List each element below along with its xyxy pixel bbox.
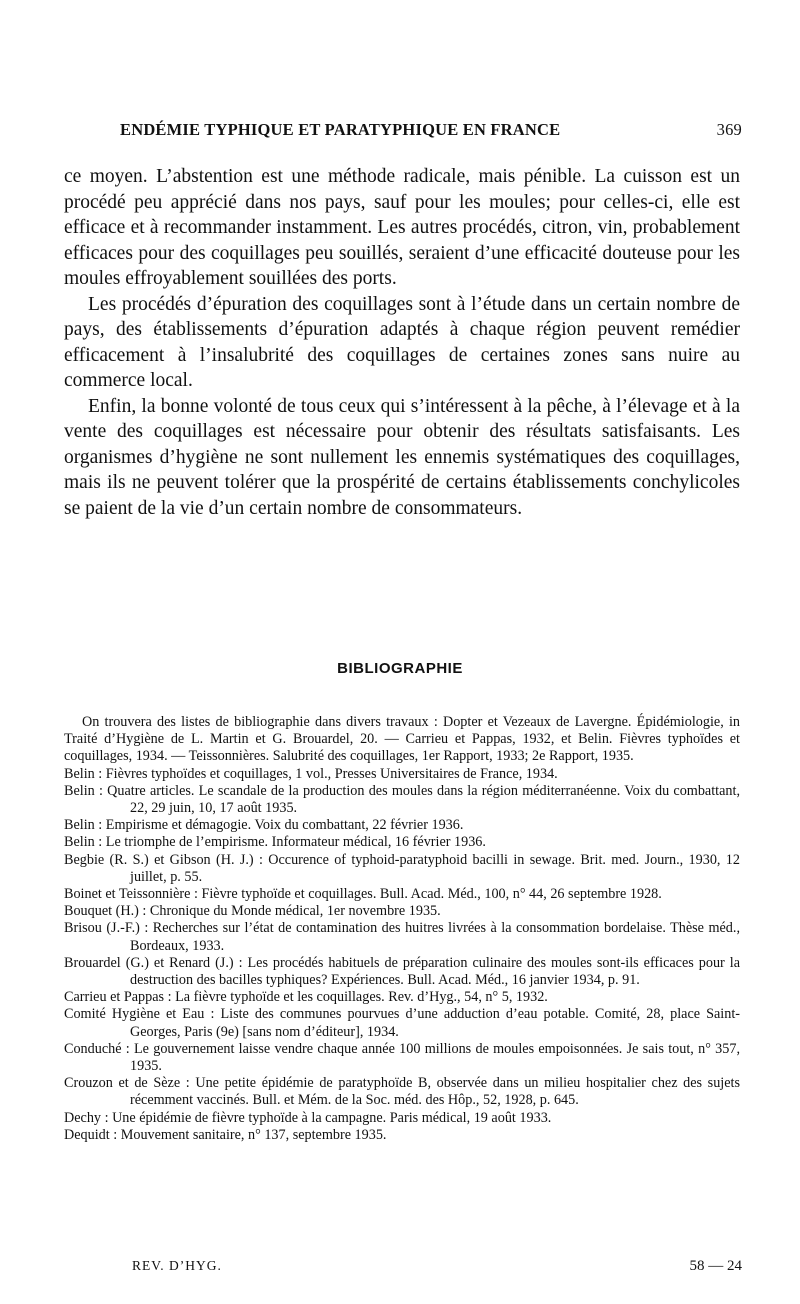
bibliography-entry: Carrieu et Pappas : La fièvre typhoïde et les coquillages. Rev. d’Hyg., 54, n° 5, 1932.	[64, 989, 548, 1006]
running-title: ENDÉMIE TYPHIQUE ET PARATYPHIQUE EN FRANCE	[120, 120, 561, 139]
bibliography-entry: Crouzon et de Sèze : Une petite épidémie de paratyphoïde B, observée dans un milieu hospitalier chez des sujets récemment vaccinés. Bull. et Mém. de la Soc. méd. des Hôp., 52, 1928, p. 645.	[64, 1075, 740, 1109]
bibliography-entry: Belin : Empirisme et démagogie. Voix du combattant, 22 février 1936.	[64, 817, 464, 834]
paragraph: Enfin, la bonne volonté de tous ceux qui s’intéressent à la pêche, à l’élevage et à la vente des coquillages est nécessaire pour obtenir des résultats satisfaisants. Les organismes d’hygiène ne sont nullement les ennemis systématiques des coquillages, mais ils ne peuvent tolérer que la prospérité de certains établissements conchylicoles se paient de la vie d’un certain nombre de consommateurs.	[64, 395, 740, 519]
bibliography-entry: Boinet et Teissonnière : Fièvre typhoïde et coquillages. Bull. Acad. Méd., 100, n° 44, 26 septembre 1928.	[64, 886, 662, 903]
bibliography-entry: Brouardel (G.) et Renard (J.) : Les procédés habituels de préparation culinaire des moules sont-ils efficaces pour la destruction des bacilles typhiques? Expériences. Bull. Acad. Méd., 16 janvier 1934, p. 91.	[64, 954, 740, 989]
bibliography-entry: Comité Hygiène et Eau : Liste des communes pourvues d’une adduction d’eau potable. Comité, 28, place Saint-Georges, Paris (9e) [sans nom d’éditeur], 1934.	[64, 1006, 740, 1040]
bibliography-entry: Dechy : Une épidémie de fièvre typhoïde à la campagne. Paris médical, 19 août 1933.	[64, 1109, 552, 1126]
bibliography-entry: Belin : Quatre articles. Le scandale de la production des moules dans la région méditerranéenne. Voix du combattant, 22, 29 juin, 10, 17 août 1935.	[64, 782, 740, 817]
bibliography-entry: Dequidt : Mouvement sanitaire, n° 137, septembre 1935.	[64, 1126, 387, 1143]
journal-abbreviation: REV. D’HYG.	[132, 1258, 222, 1273]
bibliography-heading: BIBLIOGRAPHIE	[337, 660, 463, 677]
paragraph: ce moyen. L’abstention est une méthode radicale, mais pénible. La cuisson est un procédé peu apprécié dans nos pays, sauf pour les moules; pour celles-ci, elle est efficace et à recommander instamment. Les autres procédés, citron, vin, probablement efficaces pour des coquillages peu souillés, seraient d’une efficacité douteuse pour les moules effroyablement souillées des ports.	[64, 166, 740, 289]
bibliography-entry: Bouquet (H.) : Chronique du Monde médical, 1er novembre 1935.	[64, 903, 441, 920]
bibliography-entry: Begbie (R. S.) et Gibson (H. J.) : Occurence of typhoid-paratyphoid bacilli in sewage. Brit. med. Journ., 1930, 12 juillet, p. 55.	[64, 851, 740, 885]
bibliography-entry: Belin : Fièvres typhoïdes et coquillages, 1 vol., Presses Universitaires de France, 1934.	[64, 765, 558, 782]
signature-mark: 58 — 24	[689, 1258, 742, 1274]
page-number: 369	[716, 120, 742, 139]
bibliography-entry: Conduché : Le gouvernement laisse vendre chaque année 100 millions de moules empoisonnées. Je sais tout, n° 357, 1935.	[64, 1040, 740, 1075]
bibliography-entry: Belin : Le triomphe de l’empirisme. Informateur médical, 16 février 1936.	[64, 834, 486, 851]
paragraph: Les procédés d’épuration des coquillages sont à l’étude dans un certain nombre de pays, des établissements d’épuration adaptés à chaque région peuvent remédier efficacement à l’insalubrité des coquillages de certaines zones sans nuire au commerce local.	[64, 293, 740, 391]
bibliography-intro: On trouvera des listes de bibliographie dans divers travaux : Dopter et Vezeaux de Lavergne. Épidémiologie, in Traité d’Hygiène de L. Martin et G. Brouardel, 20. — Carrieu et Pappas, 1932, et Belin. Fièvres typhoïdes et coquillages, 1934. — Teissonnières. Salubrité des coquillages, 1er Rapport, 1933; 2e Rapport, 1935.	[64, 714, 740, 765]
body-text	[64, 164, 740, 521]
bibliography-entry: Brisou (J.-F.) : Recherches sur l’état de contamination des huitres livrées à la consommation bordelaise. Thèse méd., Bordeaux, 1933.	[64, 920, 740, 954]
bibliography-list	[64, 714, 740, 1144]
